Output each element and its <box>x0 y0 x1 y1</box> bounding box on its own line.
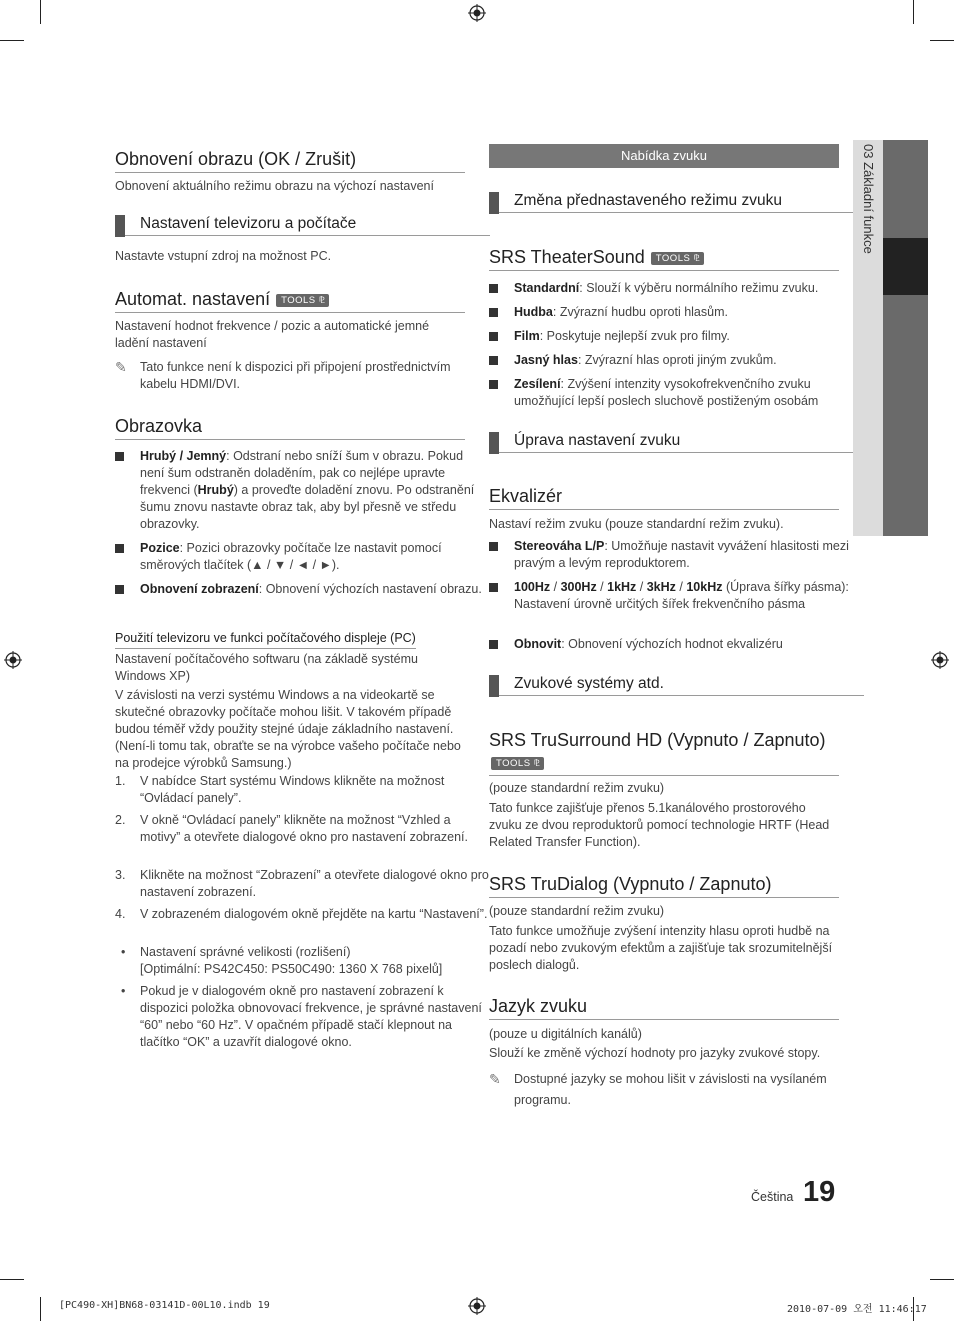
trusurround-mode-note: (pouze standardní režim zvuku) <box>489 781 665 795</box>
list-item: Obnovit: Obnovení výchozích hodnot ekvalizéru <box>489 636 864 653</box>
bullet-square-icon <box>489 583 498 592</box>
pc-display-text: V závislosti na verzi systému Windows a na videokartě se skutečné obrazovky počítače mohou lišit. V takovém případě budou téměř vždy použity stejné údaje základního nastavení. (Není-li tomu tak, obraťte se na výrobce vašeho počítače nebo na prodejce výrobků Samsung.) <box>115 688 461 770</box>
tab-dark-strip <box>883 140 928 536</box>
list-item: Film: Poskytuje nejlepší zvuk pro filmy. <box>489 328 864 345</box>
list-item: Hrubý / Jemný: Odstraní nebo sníží šum v obrazu. Pokud není šum odstraněn doladěním, pak co nejlépe upravte frekvenci (Hrubý) a proveďte doladění znovu. Po odstranění šumu znovu nastavte obraz tak, aby byl přesně ve středu obrazovky. <box>115 448 490 533</box>
trusurround-text: Tato funkce zajišťuje přenos 5.1kanálového prostorového zvuku ze dvou reproduktorů pomocí technologie HRTF (Head Related Transfer Function). <box>489 801 830 849</box>
remote-icon: ⅊ <box>533 758 541 768</box>
bullet-square-icon <box>115 585 124 594</box>
heading-adjust-sound: Úprava nastavení zvuku <box>489 431 864 453</box>
remote-icon: ⅊ <box>318 295 326 305</box>
crop-mark <box>930 1279 954 1280</box>
crop-mark <box>930 40 954 41</box>
list-item: Hudba: Zvýrazní hudbu oproti hlasům. <box>489 304 864 321</box>
trudialog-text: Tato funkce umožňuje zvýšení intenzity hlasu oproti hudbě na pozadí nebo zvukovým efektům a zajišťuje tak srozumitelnější poslech dialogů. <box>489 924 833 972</box>
bullet-square-icon <box>489 332 498 341</box>
bullet-square-icon <box>489 356 498 365</box>
tools-badge: TOOLS ⅊ <box>651 252 704 265</box>
crop-mark <box>40 0 41 24</box>
note-pencil-icon: ✎ <box>489 1071 501 1087</box>
bullet-square-icon <box>115 544 124 553</box>
audio-language-channel-note: (pouze u digitálních kanálů) <box>489 1027 642 1041</box>
crop-mark <box>0 1279 24 1280</box>
tools-badge: TOOLS ⅊ <box>276 294 329 307</box>
heading-srs-theatersound: SRS TheaterSound TOOLS ⅊ <box>489 246 839 271</box>
list-item: 2. V okně “Ovládací panely” klikněte na možnost “Vzhled a motivy” a otevřete dialogové okno pro nastavení zobrazení. <box>115 813 468 844</box>
registration-mark-icon <box>4 651 22 669</box>
registration-mark-icon <box>468 4 486 22</box>
list-item: Stereováha L/P: Umožňuje nastavit vyvážení hlasitosti mezi pravým a levým reproduktorem. <box>489 538 864 572</box>
bullet-dot-icon: • <box>121 945 126 959</box>
heading-screen: Obrazovka <box>115 415 465 440</box>
page-number: 19 <box>803 1176 836 1208</box>
heading-trudialog: SRS TruDialog (Vypnuto / Zapnuto) <box>489 873 839 898</box>
note-pencil-icon: ✎ <box>115 359 127 375</box>
heading-change-sound-mode: Změna přednastaveného režimu zvuku <box>489 191 864 213</box>
list-item: 4. V zobrazeném dialogovém okně přejděte na kartu “Nastavení”. <box>115 907 488 921</box>
tools-badge: TOOLS ⅊ <box>491 757 544 770</box>
audio-language-note: ✎ Dostupné jazyky se mohou lišit v závislosti na vysílaném programu. <box>489 1071 827 1107</box>
heading-equalizer: Ekvalizér <box>489 485 839 510</box>
crop-mark <box>40 1297 41 1321</box>
list-item: Standardní: Slouží k výběru normálního režimu zvuku. <box>489 280 864 297</box>
heading-sound-systems: Zvukové systémy atd. <box>489 674 864 696</box>
list-item: Jasný hlas: Zvýrazní hlas oproti jiným zvukům. <box>489 352 864 369</box>
bullet-square-icon <box>489 308 498 317</box>
auto-adjust-note: ✎ Tato funkce není k dispozici při připojení prostřednictvím kabelu HDMI/DVI. <box>115 359 451 391</box>
crop-mark <box>913 0 914 24</box>
bullet-square-icon <box>489 542 498 551</box>
crop-mark <box>0 40 24 41</box>
list-item: Zesílení: Zvýšení intenzity vysokofrekvenčního zvuku umožňující lepší poslech sluchově postiženým osobám <box>489 376 864 410</box>
heading-trusurround: SRS TruSurround HD (Vypnuto / Zapnuto) TOOLS ⅊ <box>489 729 839 776</box>
auto-adjust-text: Nastavení hodnot frekvence / pozic a automatické jemné ladění nastavení <box>115 319 430 350</box>
print-slug-file: [PC490-XH]BN68-03141D-00L10.indb 19 <box>59 1300 270 1311</box>
list-item: 1. V nabídce Start systému Windows klikněte na možnost “Ovládací panely”. <box>115 774 445 805</box>
heading-pc-display: Použití televizoru ve funkci počítačového displeje (PC) <box>115 630 416 649</box>
list-item: • Pokud je v dialogovém okně pro nastavení zobrazení k dispozici položka obnovovací frekvence, je správné nastavení “60” nebo “60 Hz”. V opačném případě stačí klepnout na tlačítko “OK” a uzavřít dialogové okno. <box>121 984 482 1049</box>
registration-mark-icon <box>931 651 949 669</box>
bullet-square-icon <box>489 380 498 389</box>
list-item: Obnovení zobrazení: Obnovení výchozích nastavení obrazu. <box>115 581 490 598</box>
print-slug-date: 2010-07-09 오전 11:46:17 <box>787 1304 927 1315</box>
tv-pc-setup-text: Nastavte vstupní zdroj na možnost PC. <box>115 249 332 263</box>
list-item: Pozice: Pozici obrazovky počítače lze nastavit pomocí směrových tlačítek (▲ / ▼ / ◄ / ►). <box>115 540 490 574</box>
equalizer-text: Nastaví režim zvuku (pouze standardní režim zvuku). <box>489 517 784 531</box>
tab-active-marker <box>883 238 928 295</box>
chapter-label: 03 Základní funkce <box>861 144 876 254</box>
bullet-square-icon <box>489 640 498 649</box>
audio-language-text: Slouží ke změně výchozí hodnoty pro jazyky zvukové stopy. <box>489 1046 821 1060</box>
sound-menu-banner: Nabídka zvuku <box>489 144 839 168</box>
footer-language: Čeština <box>751 1190 794 1204</box>
bullet-square-icon <box>115 452 124 461</box>
heading-audio-language: Jazyk zvuku <box>489 995 839 1020</box>
list-item: 3. Klikněte na možnost “Zobrazení” a otevřete dialogové okno pro nastavení zobrazení. <box>115 868 489 899</box>
bullet-dot-icon: • <box>121 984 126 998</box>
heading-pc-wrap <box>115 629 465 649</box>
list-item: • Nastavení správné velikosti (rozlišení) [Optimální: PS42C450: PS50C490: 1360 X 768 pixelů] <box>121 945 443 976</box>
picture-reset-text: Obnovení aktuálního režimu obrazu na výchozí nastavení <box>115 179 434 193</box>
bullet-square-icon <box>489 284 498 293</box>
heading-auto-adjust: Automat. nastavení TOOLS ⅊ <box>115 288 465 313</box>
list-item: 100Hz / 300Hz / 1kHz / 3kHz / 10kHz (Úprava šířky pásma): Nastavení úrovně určitých šířek frekvenčního pásma <box>489 579 864 613</box>
trudialog-mode-note: (pouze standardní režim zvuku) <box>489 904 665 918</box>
heading-picture-reset: Obnovení obrazu (OK / Zrušit) <box>115 148 465 173</box>
remote-icon: ⅊ <box>693 253 701 263</box>
registration-mark-icon <box>468 1297 486 1315</box>
chapter-side-tab <box>853 140 928 536</box>
heading-tv-pc-setup: Nastavení televizoru a počítače <box>115 214 490 236</box>
pc-display-intro: Nastavení počítačového softwaru (na základě systému Windows XP) <box>115 652 418 683</box>
